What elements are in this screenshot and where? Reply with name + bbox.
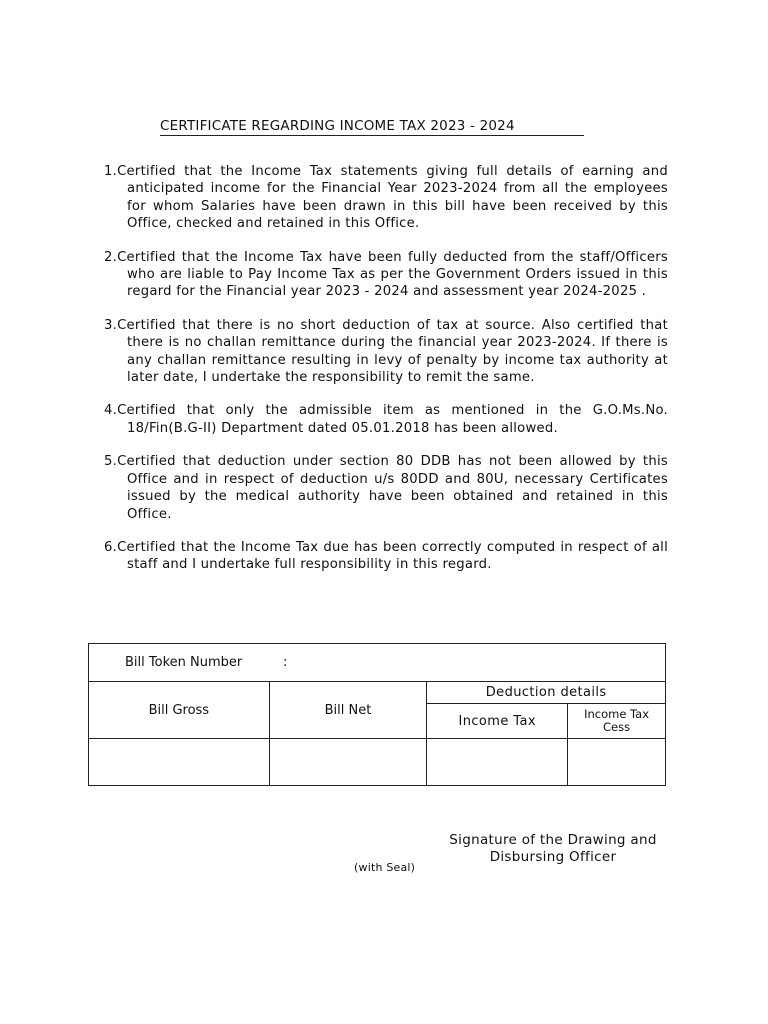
- deduction-details-header: Deduction details: [427, 682, 666, 704]
- income-tax-cess-line1: Income Tax: [584, 707, 650, 721]
- bill-details-table: [88, 643, 666, 786]
- income-tax-header: Income Tax: [427, 704, 568, 739]
- income-tax-cess-header: [568, 704, 666, 739]
- bill-gross-header: Bill Gross: [89, 682, 270, 739]
- table-entry-row: [89, 739, 666, 786]
- bill-token-row: [89, 644, 666, 682]
- certification-item-1: 1.Certified that the Income Tax statements giving full details of earning and anticipated income for the Financial Year 2023-2024 from all the employees for whom Salaries have been drawn in this bill have been received by this Office, checked and retained in this Office.: [104, 164, 668, 232]
- bill-token-label: Bill Token Number: [125, 655, 243, 670]
- document-title: CERTIFICATE REGARDING INCOME TAX 2023 - 2024: [160, 118, 584, 136]
- bill-net-value-cell[interactable]: [269, 739, 427, 786]
- certification-item-5: 5.Certified that deduction under section 80 DDB has not been allowed by this Office and in respect of deduction u/s 80DD and 80U, necessary Certificates issued by the medical authority have been obtained and retained in this Office.: [104, 454, 668, 522]
- certification-item-6: 6.Certified that the Income Tax due has been correctly computed in respect of all staff and I undertake full responsibility in this regard.: [104, 539, 668, 573]
- certification-item-4: 4.Certified that only the admissible item as mentioned in the G.O.Ms.No. 18/Fin(B.G-II) Department dated 05.01.2018 has been allowed.: [104, 403, 668, 436]
- seal-note: (with Seal): [354, 861, 416, 874]
- income-tax-value-cell[interactable]: [427, 739, 568, 786]
- signature-line-2: Disbursing Officer: [489, 848, 617, 865]
- bill-token-cell: [89, 644, 666, 682]
- table-header-row: [89, 682, 666, 704]
- income-tax-cess-value-cell[interactable]: [568, 739, 666, 786]
- signature-block: [446, 832, 660, 865]
- certification-item-2: 2.Certified that the Income Tax have been fully deducted from the staff/Officers who are liable to Pay Income Tax as per the Government Orders issued in this regard for the Financial year 2023 - 2024 and assessment year 2024-2025 .: [104, 249, 668, 300]
- income-tax-cess-line2: Cess: [603, 720, 631, 734]
- certification-list: [104, 163, 668, 589]
- certification-item-3: 3.Certified that there is no short deduction of tax at source. Also certified that there is no challan remittance during the financial year 2023-2024. If there is any challan remittance resulting in levy of penalty by income tax authority at later date, I undertake the responsibility to remit the same.: [104, 317, 668, 386]
- signature-line-1: Signature of the Drawing and: [449, 832, 657, 848]
- bill-net-header: Bill Net: [269, 682, 427, 739]
- bill-gross-value-cell[interactable]: [89, 739, 270, 786]
- bill-token-colon: :: [283, 655, 288, 670]
